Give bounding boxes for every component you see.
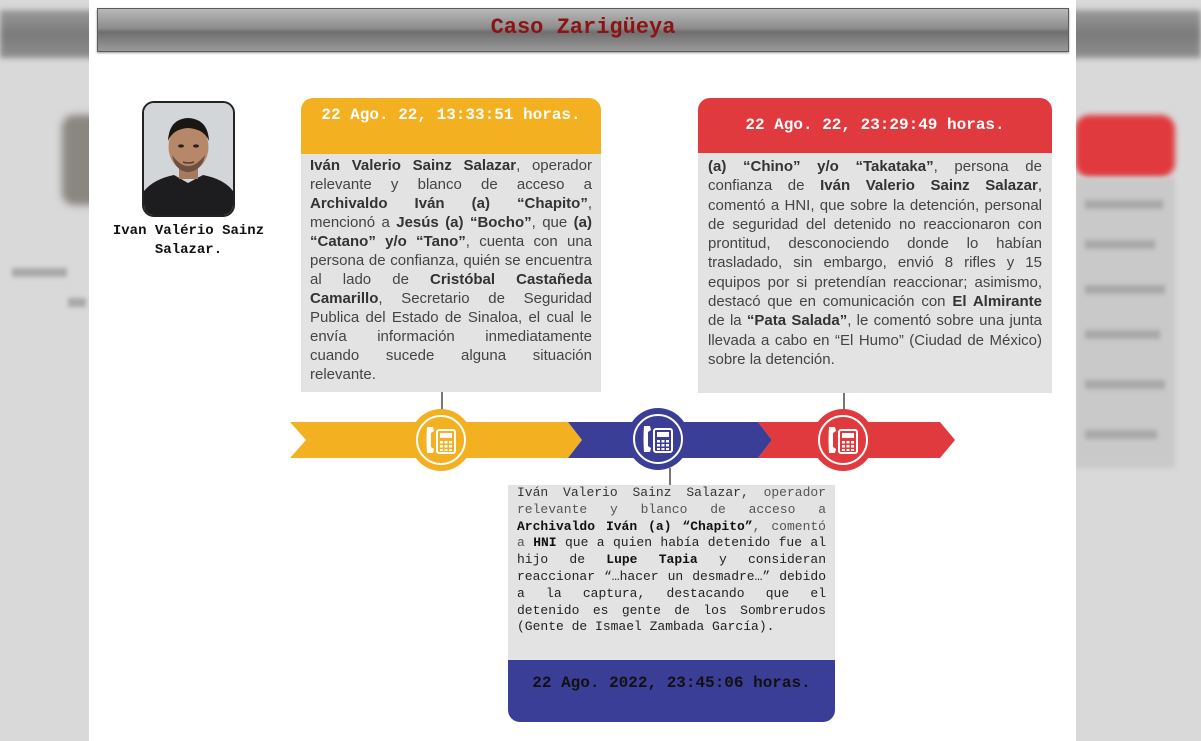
person-name: Ivan Valério Sainz Salazar. [112, 223, 265, 258]
text-run: operador relevante y blanco de acceso a [517, 485, 826, 517]
timeline-node-1 [410, 409, 472, 471]
text-run: , cuenta con una persona de confianza, quién se encuentra al lado de [310, 233, 593, 288]
event-2-header: 22 Ago. 22, 23:29:49 horas. [698, 98, 1052, 153]
text-run: “Pata Salada” [746, 312, 848, 330]
text-run: (a) “Catano” y/o “Tano” [310, 214, 592, 250]
text-run: El Almirante [952, 293, 1043, 311]
event-3-text [508, 485, 835, 663]
text-run: , operador relevante y blanco de acceso a [310, 157, 592, 193]
timeline-node-3 [812, 409, 874, 471]
text-run: Iván Valerio Sainz Salazar [310, 157, 517, 174]
text-run: Archivaldo Iván (a) “Chapito” [310, 195, 588, 212]
event-3-header: 22 Ago. 2022, 23:45:06 horas. [508, 660, 835, 722]
event-1-header: 22 Ago. 22, 13:33:51 horas. [301, 98, 601, 154]
text-run: Iván Valerio Sainz Salazar, [517, 485, 764, 500]
text-run: Archivaldo Iván (a) “Chapito” [517, 518, 753, 534]
text-run: HNI [533, 535, 557, 551]
text-run: Iván Valerio Sainz Salazar [820, 177, 1038, 195]
text-run: (a) “Chino” y/o “Takataka” [708, 158, 934, 175]
text-run: , mencionó a [310, 195, 592, 231]
text-run: , le comentó sobre una junta llevada a cabo en “El Humo” (Ciudad de México) sobre la detención. [708, 312, 1042, 368]
timeline-node-2 [627, 408, 689, 470]
text-run: , comentó a [517, 518, 826, 551]
text-run: y consideran reaccionar “…hacer un desmadre…” debido a la captura, destacando que el detenido es gente de los Sombrerudos (Gente de Ismael Zambada García). [517, 552, 827, 635]
text-run: , persona de confianza de [708, 158, 1042, 195]
text-run: Lupe Tapia [606, 552, 698, 568]
text-run: , Secretario de Seguridad Publica del Estado de Sinaloa, el cual le envía información inmediatamente cuando sucede alguna situación relevante. [310, 290, 592, 383]
text-run: Jesús (a) “Bocho” [396, 214, 532, 231]
text-run: , comentó a HNI, que sobre la detención, personal de seguridad del detenido no reaccionaron con prontitud, desconociendo donde lo habían trasladado, sin embargo, envió 8 rifles y 15 equipos por si pretendían reaccionar; asimismo, destacó que en comunicación con [708, 177, 1042, 311]
text-run: que a quien había detenido fue al hijo de [517, 535, 826, 568]
page-title: Caso Zarigüeya [490, 15, 676, 40]
text-run: , que [531, 214, 574, 231]
text-run: de la [708, 312, 747, 330]
telephone-icon [423, 422, 459, 458]
event-2-text [698, 153, 1052, 393]
telephone-icon [640, 421, 676, 457]
event-1-text [301, 154, 601, 392]
text-run: Cristóbal Castañeda Camarillo [310, 271, 592, 307]
telephone-icon [825, 422, 861, 458]
